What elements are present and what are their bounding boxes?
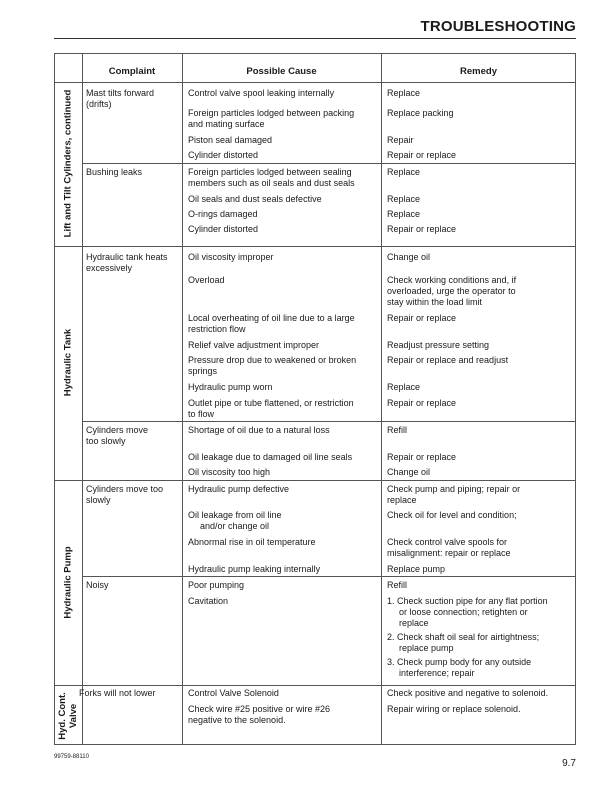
section-hyd-cont-valve <box>57 687 79 745</box>
cause-cell: Cylinder distorted <box>188 224 259 234</box>
remedy-cell: Replace <box>387 209 421 219</box>
page-number: 9.7 <box>562 758 576 769</box>
remedy-steps: 1. Check suction pipe for any flat portion or loose connection; retighten or replace 2. Check shaft oil seal for airtightness; replace pump 3. Check pump body for any outside interference; repair <box>387 596 548 678</box>
remedy-cell: Repair or replace <box>387 224 457 234</box>
remedy-cell: Refill <box>387 425 408 435</box>
section-hydraulic-tank: Hydraulic Tank <box>62 328 74 397</box>
remedy-cell: Readjust pressure setting <box>387 340 490 350</box>
remedy-cell: Repair or replace and readjust <box>387 355 509 365</box>
remedy-cell: Replace <box>387 382 421 392</box>
remedy-cell: Replace <box>387 167 421 177</box>
complaint-header: Complaint <box>108 66 156 77</box>
cause-cell: Cylinder distorted <box>188 150 259 160</box>
remedy-cell: Replace <box>387 194 421 204</box>
remedy-cell: Replace packing <box>387 108 454 118</box>
cause-cell: Relief valve adjustment improper <box>188 340 320 350</box>
complaint-bushing-leaks: Bushing leaks <box>86 167 143 177</box>
cause-cell: Poor pumping <box>188 580 245 590</box>
complaint-noisy: Noisy <box>86 580 109 590</box>
remedy-cell: Repair or replace <box>387 452 457 462</box>
cause-cell: Foreign particles lodged between sealing members such as oil seals and dust seals <box>188 167 355 188</box>
cause-cell: Control valve spool leaking internally <box>188 88 335 98</box>
cause-cell: Oil viscosity improper <box>188 252 274 262</box>
remedy-cell: Repair <box>387 135 414 145</box>
section-label-line: Hyd. Cont. <box>57 692 68 740</box>
row-rule <box>82 421 576 422</box>
cause-column-divider <box>381 53 382 745</box>
complaint-forks-will-not-lower: Forks will not lower <box>79 688 156 698</box>
cause-cell: O-rings damaged <box>188 209 258 219</box>
remedy-cell: Check pump and piping; repair or replace <box>387 484 521 505</box>
cause-cell: Oil leakage from oil line and/or change oil <box>188 510 282 531</box>
remedy-cell: Refill <box>387 580 408 590</box>
cause-cell: Pressure drop due to weakened or broken springs <box>188 355 357 376</box>
cause-cell: Cavitation <box>188 596 229 606</box>
cause-cell: Piston seal damaged <box>188 135 273 145</box>
section-label-line: Valve <box>68 703 79 729</box>
remedy-header: Remedy <box>460 66 497 77</box>
complaint-column-divider <box>182 53 183 745</box>
remedy-cell: Repair or replace <box>387 150 457 160</box>
cause-cell: Control Valve Solenoid <box>188 688 279 698</box>
cause-cell: Local overheating of oil line due to a large restriction flow <box>188 313 355 334</box>
remedy-cell: Change oil <box>387 252 431 262</box>
complaint-cylinders-move-too-slowly: Cylinders move too slowly <box>86 425 149 446</box>
cause-cell: Check wire #25 positive or wire #26 negative to the solenoid. <box>188 704 331 725</box>
section-rule <box>54 246 576 247</box>
remedy-cell: Replace <box>387 88 421 98</box>
cause-cell: Hydraulic pump worn <box>188 382 273 392</box>
remedy-cell: Check working conditions and, if overloaded, urge the operator to stay within the load limit <box>387 275 517 307</box>
cause-cell: Shortage of oil due to a natural loss <box>188 425 330 435</box>
cause-cell: Foreign particles lodged between packing and mating surface <box>188 108 355 129</box>
row-rule <box>82 576 576 577</box>
document-number: 99759-88110 <box>54 754 89 760</box>
remedy-cell: Replace pump <box>387 564 446 574</box>
cause-cell: Abnormal rise in oil temperature <box>188 537 316 547</box>
page-title: TROUBLESHOOTING <box>420 18 576 35</box>
complaint-cylinders-move-too-slowly: Cylinders move too slowly <box>86 484 164 505</box>
remedy-cell: Check control valve spools for misalignment: repair or replace <box>387 537 511 558</box>
cause-cell: Outlet pipe or tube flattened, or restriction to flow <box>188 398 354 419</box>
section-rule <box>54 480 576 481</box>
section-hydraulic-pump: Hydraulic Pump <box>62 546 74 619</box>
cause-cell: Overload <box>188 275 225 285</box>
remedy-cell: Change oil <box>387 467 431 477</box>
header-row-rule <box>54 82 576 83</box>
complaint-mast-tilts-forward: Mast tilts forward (drifts) <box>86 88 155 109</box>
remedy-step: 3. Check pump body for any outside <box>387 657 532 667</box>
remedy-step: 2. Check shaft oil seal for airtightness; <box>387 632 540 642</box>
remedy-cell: Repair or replace <box>387 313 457 323</box>
section-rule <box>54 685 576 686</box>
complaint-tank-heats: Hydraulic tank heats excessively <box>86 252 168 273</box>
remedy-cell: Repair or replace <box>387 398 457 408</box>
possible-cause-header: Possible Cause <box>246 66 317 77</box>
header-rule <box>54 38 576 39</box>
cause-cell: Oil seals and dust seals defective <box>188 194 322 204</box>
remedy-cell: Check oil for level and condition; <box>387 510 517 520</box>
cause-cell: Hydraulic pump leaking internally <box>188 564 321 574</box>
remedy-step: 1. Check suction pipe for any flat portion <box>387 596 548 606</box>
cause-cell: Hydraulic pump defective <box>188 484 290 494</box>
section-column-divider <box>82 53 83 745</box>
cause-cell: Oil leakage due to damaged oil line seals <box>188 452 353 462</box>
remedy-cell: Check positive and negative to solenoid. <box>387 688 549 698</box>
remedy-cell: Repair wiring or replace solenoid. <box>387 704 521 714</box>
row-rule <box>82 163 576 164</box>
section-lift-tilt-cylinders: Lift and Tilt Cylinders, continued <box>62 89 74 238</box>
cause-cell: Oil viscosity too high <box>188 467 271 477</box>
